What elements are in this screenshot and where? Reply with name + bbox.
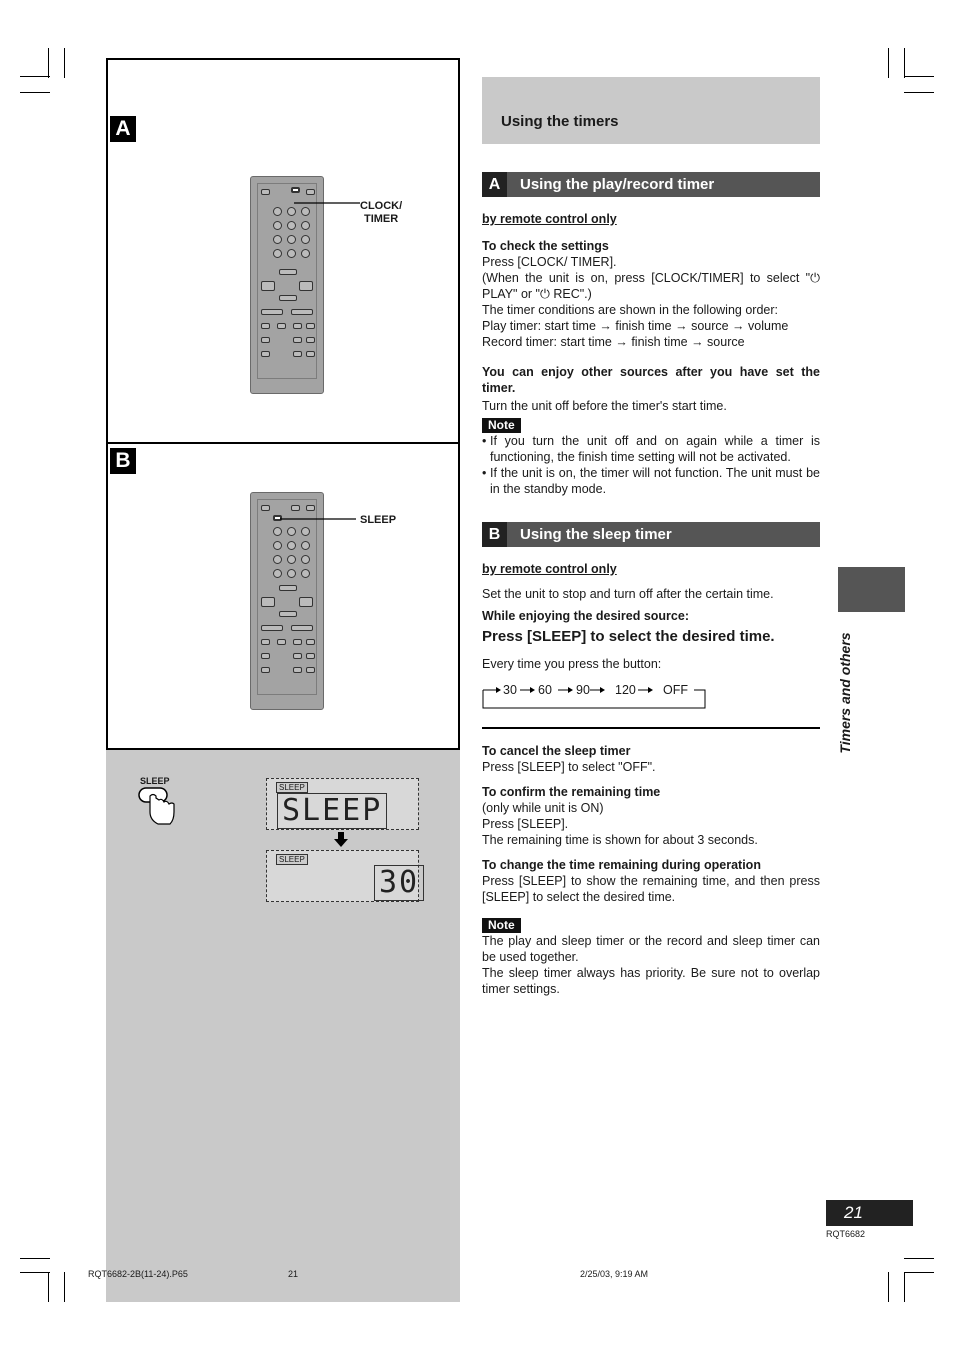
divider: [482, 727, 820, 729]
footer-date: 2/25/03, 9:19 AM: [580, 1269, 649, 1279]
check-line: Play timer: start time → finish time → source → volume: [482, 319, 789, 333]
cycle-step: 90: [576, 683, 590, 697]
note-item: If the unit is on, the timer will not function. The unit must be in the standby mode.: [490, 466, 820, 496]
cycle-step: 60: [538, 683, 552, 697]
change-heading: To change the time remaining during operation: [482, 858, 761, 872]
panel-a: [106, 58, 460, 444]
page-number: 21: [844, 1203, 863, 1222]
display-sleep-text: SLEEP: [277, 793, 387, 829]
cycle-step: 30: [503, 683, 517, 697]
confirm-line: Press [SLEEP].: [482, 817, 569, 831]
display-sleep-tag: SLEEP: [276, 782, 308, 793]
enjoy-heading: You can enjoy other sources after you have set the timer.: [482, 365, 820, 395]
display-30-tag: SLEEP: [276, 854, 308, 865]
note-item: If you turn the unit off and on again while a timer is functioning, the finish time setting will not be activated.: [490, 434, 820, 464]
section-b-title: Using the sleep timer: [520, 526, 672, 543]
section-a-title: Using the play/record timer: [520, 176, 715, 193]
while-heading: While enjoying the desired source:: [482, 609, 689, 623]
cancel-text: Press [SLEEP] to select "OFF".: [482, 760, 656, 774]
check-line: Record timer: start time → finish time → source: [482, 335, 745, 349]
remote-only-a: by remote control only: [482, 212, 617, 226]
sleep-intro: Set the unit to stop and turn off after the certain time.: [482, 587, 774, 601]
header-box: [482, 77, 820, 144]
model-code: RQT6682: [826, 1229, 866, 1239]
every-time-text: Every time you press the button:: [482, 657, 662, 671]
side-tab-label: Timers and others: [837, 632, 853, 754]
display-30-text: 30: [374, 865, 424, 901]
footer-page: 21: [288, 1269, 299, 1279]
note-line: The play and sleep timer or the record and sleep timer can be used together.: [482, 934, 820, 964]
footer-file: RQT6682-2B(11-24).P65: [88, 1269, 188, 1279]
change-text: Press [SLEEP] to show the remaining time, and then press [SLEEP] to select the desired time.: [482, 874, 820, 904]
note-line: The sleep timer always has priority. Be sure not to overlap timer settings.: [482, 966, 820, 996]
check-line: Press [CLOCK/ TIMER].: [482, 255, 617, 269]
side-tab-block: [838, 567, 905, 612]
remote-control-illustration: [250, 176, 324, 394]
check-heading: To check the settings: [482, 239, 609, 253]
confirm-line: (only while unit is ON): [482, 801, 604, 815]
section-a-header: [482, 172, 820, 197]
section-a-letter: A: [482, 172, 507, 197]
confirm-heading: To confirm the remaining time: [482, 785, 661, 799]
panel-b: [106, 442, 460, 750]
cycle-step: OFF: [663, 683, 688, 697]
check-line: (When the unit is on, press [CLOCK/TIMER] to select "⏻ PLAY" or "⏻ REC".): [482, 271, 820, 301]
note-label-a: Note: [482, 418, 521, 433]
press-heading: Press [SLEEP] to select the desired time.: [482, 628, 775, 645]
bullet: •: [482, 434, 487, 448]
display-sleep: [266, 778, 419, 830]
cycle-step: 120: [615, 683, 636, 697]
remote-control-illustration: [250, 492, 324, 710]
check-line: The timer conditions are shown in the following order:: [482, 303, 778, 317]
bullet: •: [482, 466, 487, 480]
page-title: Using the timers: [501, 113, 619, 130]
down-arrow-icon: [334, 832, 348, 848]
section-b-letter: B: [482, 522, 507, 547]
cancel-heading: To cancel the sleep timer: [482, 744, 631, 758]
sleep-button-label: SLEEP: [140, 776, 170, 786]
callout-line-sleep: [280, 514, 360, 524]
display-30: [266, 850, 419, 902]
sleep-callout: SLEEP: [360, 514, 397, 526]
callout-line-clock-timer: [294, 198, 364, 208]
section-b-header: [482, 522, 820, 547]
panel-a-letter: A: [110, 116, 136, 142]
enjoy-text: Turn the unit off before the timer's start time.: [482, 399, 727, 413]
panel-b-letter: B: [110, 448, 136, 474]
clock-timer-callout: CLOCK/ TIMER: [360, 200, 403, 225]
remote-only-b: by remote control only: [482, 562, 617, 576]
hand-pressing-button-icon: [136, 786, 180, 828]
page-number-box: [826, 1200, 913, 1226]
confirm-line: The remaining time is shown for about 3 seconds.: [482, 833, 758, 847]
note-label-b: Note: [482, 918, 521, 933]
